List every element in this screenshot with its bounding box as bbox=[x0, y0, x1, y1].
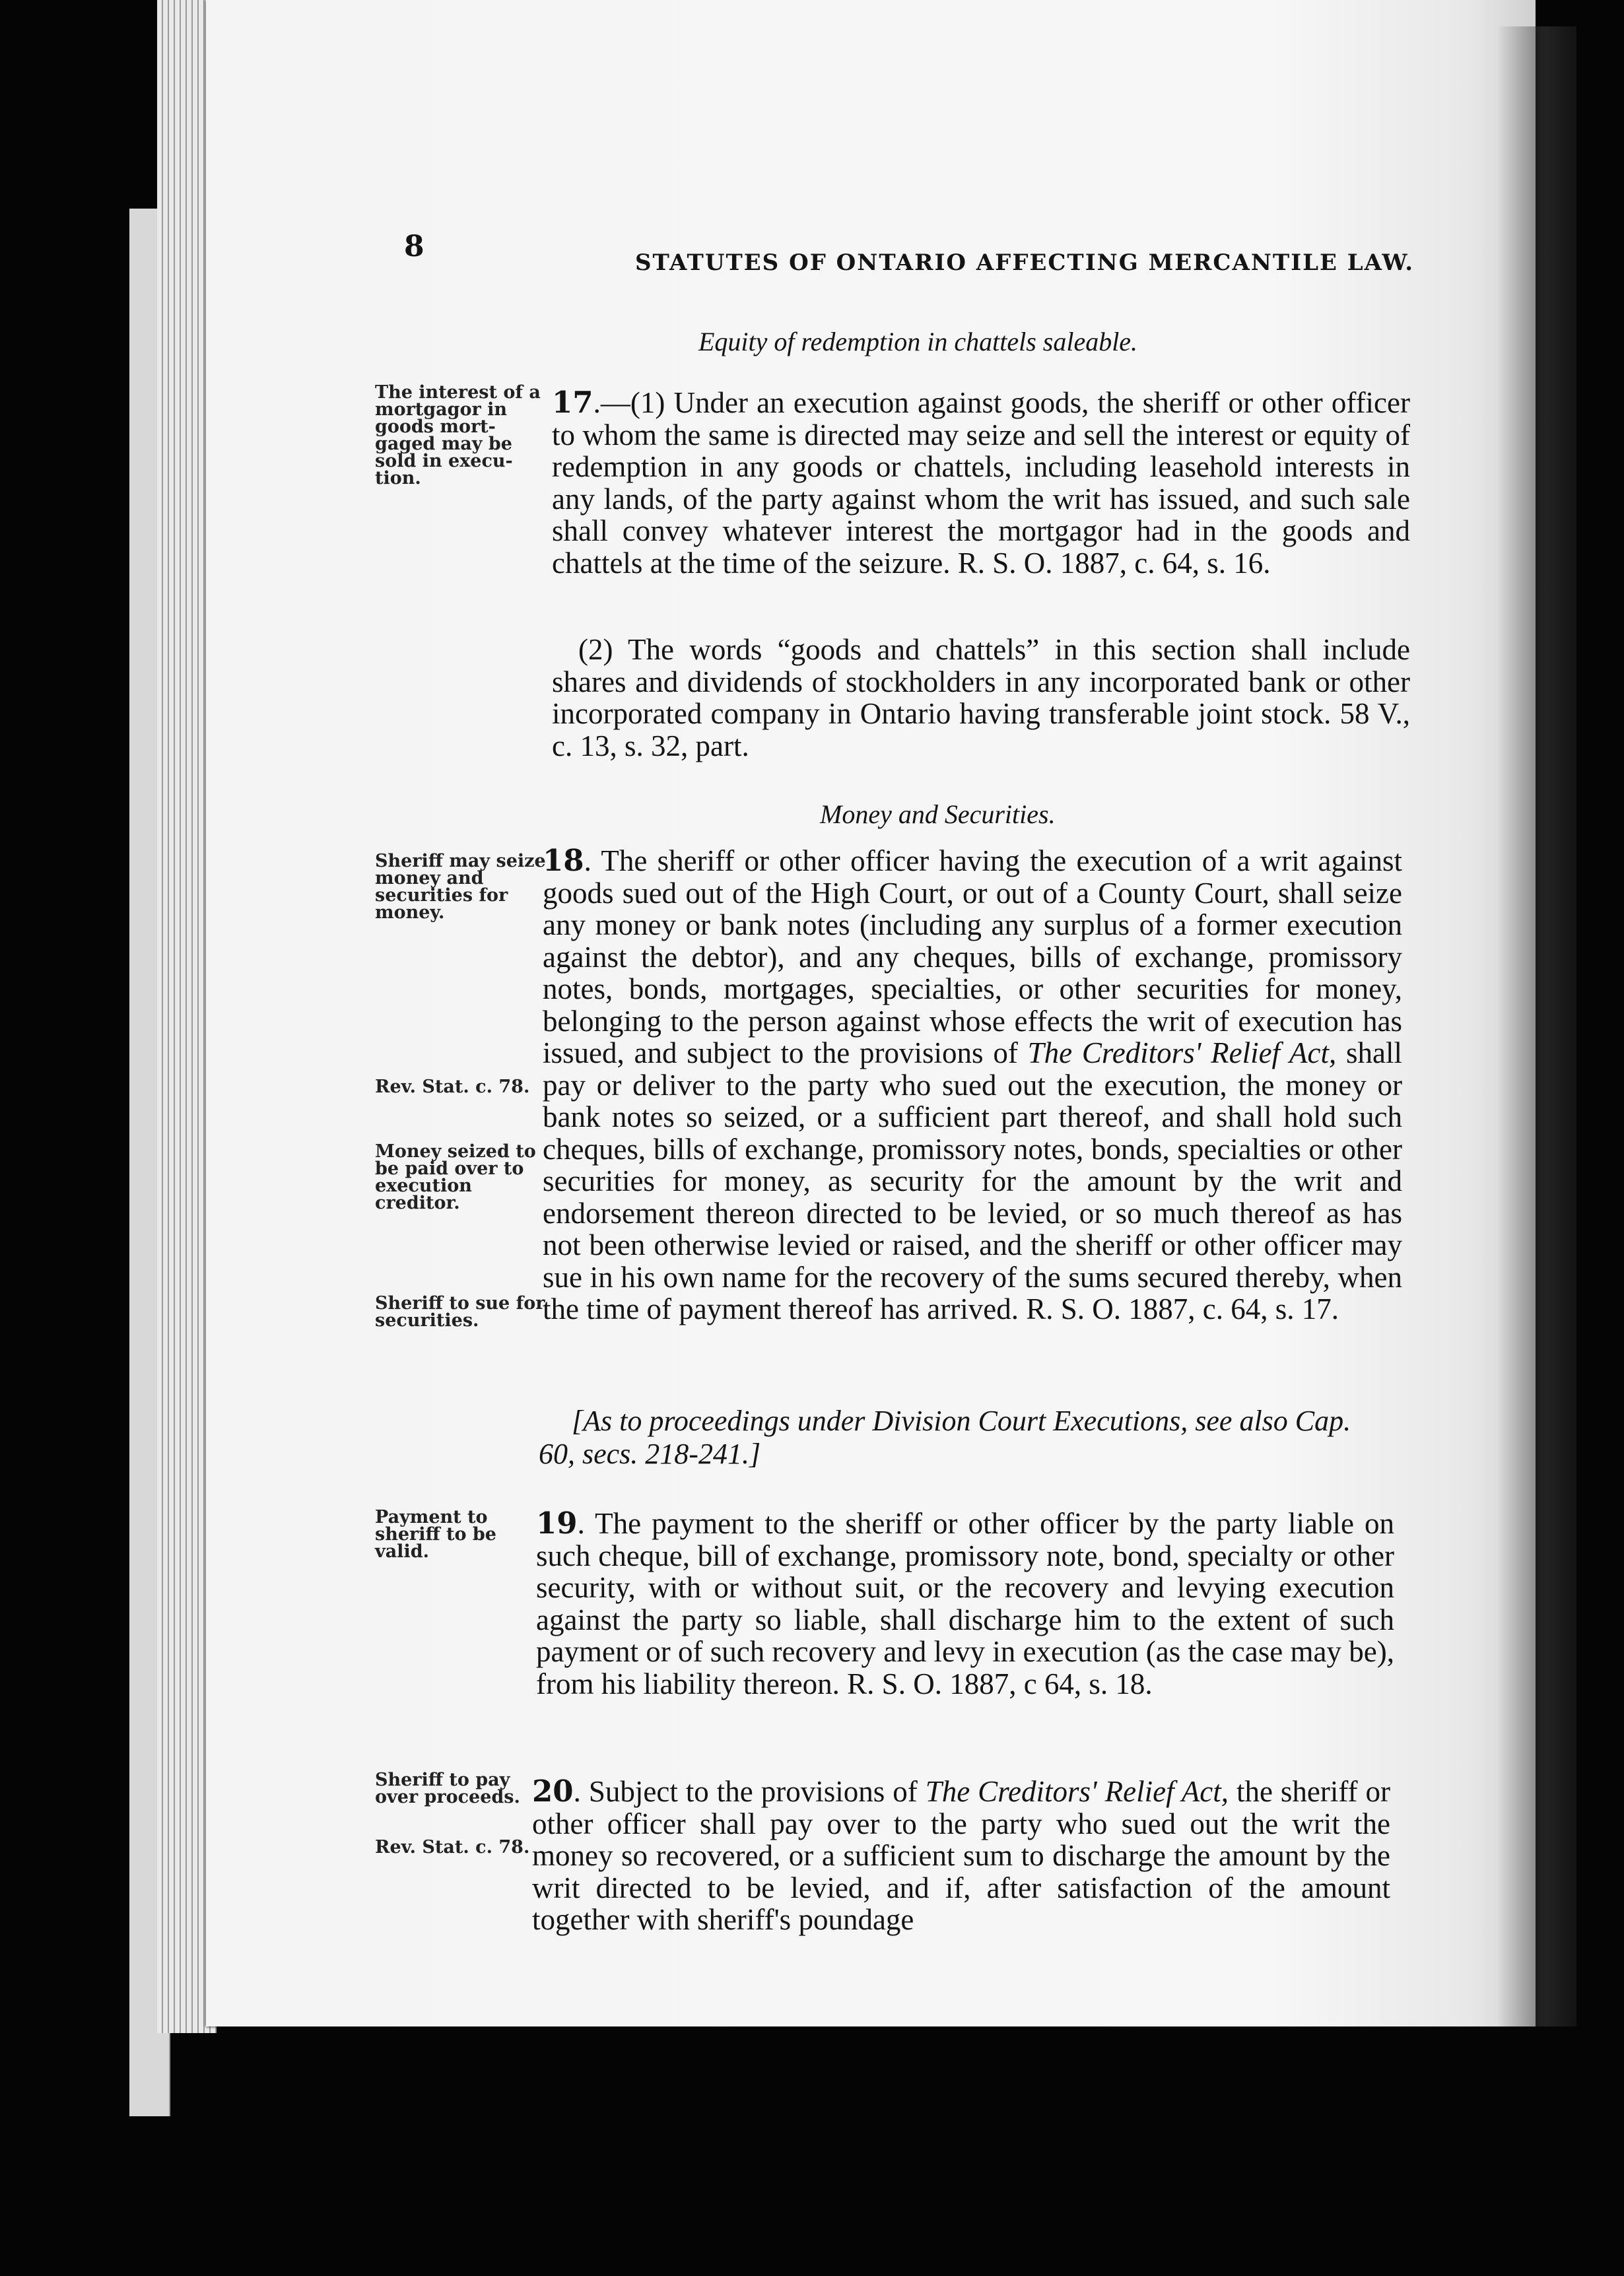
gutter-shadow bbox=[1497, 26, 1576, 2026]
section-number-20: 20 bbox=[532, 1774, 574, 1809]
section-number-19: 19 bbox=[536, 1506, 578, 1541]
section-17-subsection-2: (2) The words “goods and chattels” in this section shall include shares and dividends of stockholders in any incorporated bank or other incorporated company in Ontario having transferable joint stock. 58 V., c. 13, s. 32, part. bbox=[552, 633, 1410, 762]
margin-note-s17: The interest of a mortgagor in goods mort-gaged may be sold in execu-tion. bbox=[375, 382, 541, 488]
section-20-act-title: The Creditors' Relief Act, bbox=[925, 1775, 1229, 1808]
margin-note-s20-rev-stat: Rev. Stat. c. 78. bbox=[375, 1837, 530, 1858]
margin-note-s18-sheriff-may-seize: Sheriff may seize money and securities for money. bbox=[375, 851, 546, 923]
margin-note-s18-money-seized: Money seized to be paid over to execution creditor. bbox=[375, 1141, 536, 1213]
heading-money-and-securities: Money and Securities. bbox=[820, 799, 1056, 829]
section-number-18: 18 bbox=[543, 843, 584, 878]
section-20-text-a: . Subject to the provisions of bbox=[573, 1775, 926, 1808]
section-17 bbox=[552, 387, 1410, 579]
margin-note-s19: Payment to sheriff to be valid. bbox=[375, 1507, 496, 1562]
section-19 bbox=[536, 1508, 1394, 1700]
section-20-text-b: the sheriff or other officer shall pay over to the party who sued out the writ the money so recovered, or a sufficient sum to discharge the amount by the writ directed to be levied, and if, after satisfaction of the amount together with sheriff's poundage bbox=[532, 1775, 1390, 1936]
section-18-text-b: shall pay or deliver to the party who sued out the execution, the money or bank notes so seized, or a sufficient part thereof, and shall hold such cheques, bills of exchange, promissory notes, bonds, specialties or other securities for money, as security for the amount by the writ and endorsement thereon directed to be levied, or so much thereof as has not been otherwise levied or raised, and the sheriff or other officer may sue in his own name for the recovery of the sums secured thereby, when the time of payment thereof has arrived. R. S. O. 1887, c. 64, s. 17. bbox=[543, 1036, 1402, 1325]
section-number-17: 17 bbox=[552, 385, 593, 420]
section-17-text: .—(1) Under an execution against goods, the sheriff or other officer to whom the same is directed may seize and sell the interest or equity of redemption in any goods or chattels, including leasehold interests in any lands, of the party against whom the writ has issued, and such sale shall convey whatever interest the mortgagor had in the goods and chattels at the time of the seizure. R. S. O. 1887, c. 64, s. 16. bbox=[552, 386, 1410, 580]
section-20 bbox=[532, 1776, 1390, 1936]
section-19-text: . The payment to the sheriff or other officer by the party liable on such cheque, bill of exchange, promissory note, bond, specialty or other security, with or without suit, or the recovery and levying execution against the party so liable, shall discharge him to the extent of such payment or of such recovery and levy in execution (as the case may be), from his liability thereon. R. S. O. 1887, c 64, s. 18. bbox=[536, 1507, 1394, 1700]
section-18-act-title: The Creditors' Relief Act, bbox=[1027, 1036, 1337, 1069]
section-18-editorial-note: [As to proceedings under Division Court Executions, see also Cap. 60, secs. 218-241.] bbox=[539, 1405, 1351, 1470]
section-18 bbox=[543, 845, 1402, 1325]
margin-note-s18-rev-stat: Rev. Stat. c. 78. bbox=[375, 1077, 530, 1097]
running-head: STATUTES OF ONTARIO AFFECTING MERCANTILE LAW. bbox=[635, 250, 1415, 276]
section-18-text-a: . The sheriff or other officer having the execution of a writ against goods sued out of the High Court, or out of a County Court, shall seize any money or bank notes (including any surplus of a former execution against the debtor), and any cheques, bills of exchange, promissory notes, bonds, mortgages, specialties, or other securities for money, belonging to the person against whose effects the writ of execution has issued, and subject to the provisions of bbox=[543, 844, 1402, 1069]
heading-equity-of-redemption: Equity of redemption in chattels saleable. bbox=[698, 327, 1138, 356]
margin-note-s20-pay-over: Sheriff to pay over proceeds. bbox=[375, 1770, 520, 1807]
page-number: 8 bbox=[404, 230, 424, 263]
margin-note-s18-sheriff-to-sue: Sheriff to sue for securities. bbox=[375, 1293, 545, 1331]
